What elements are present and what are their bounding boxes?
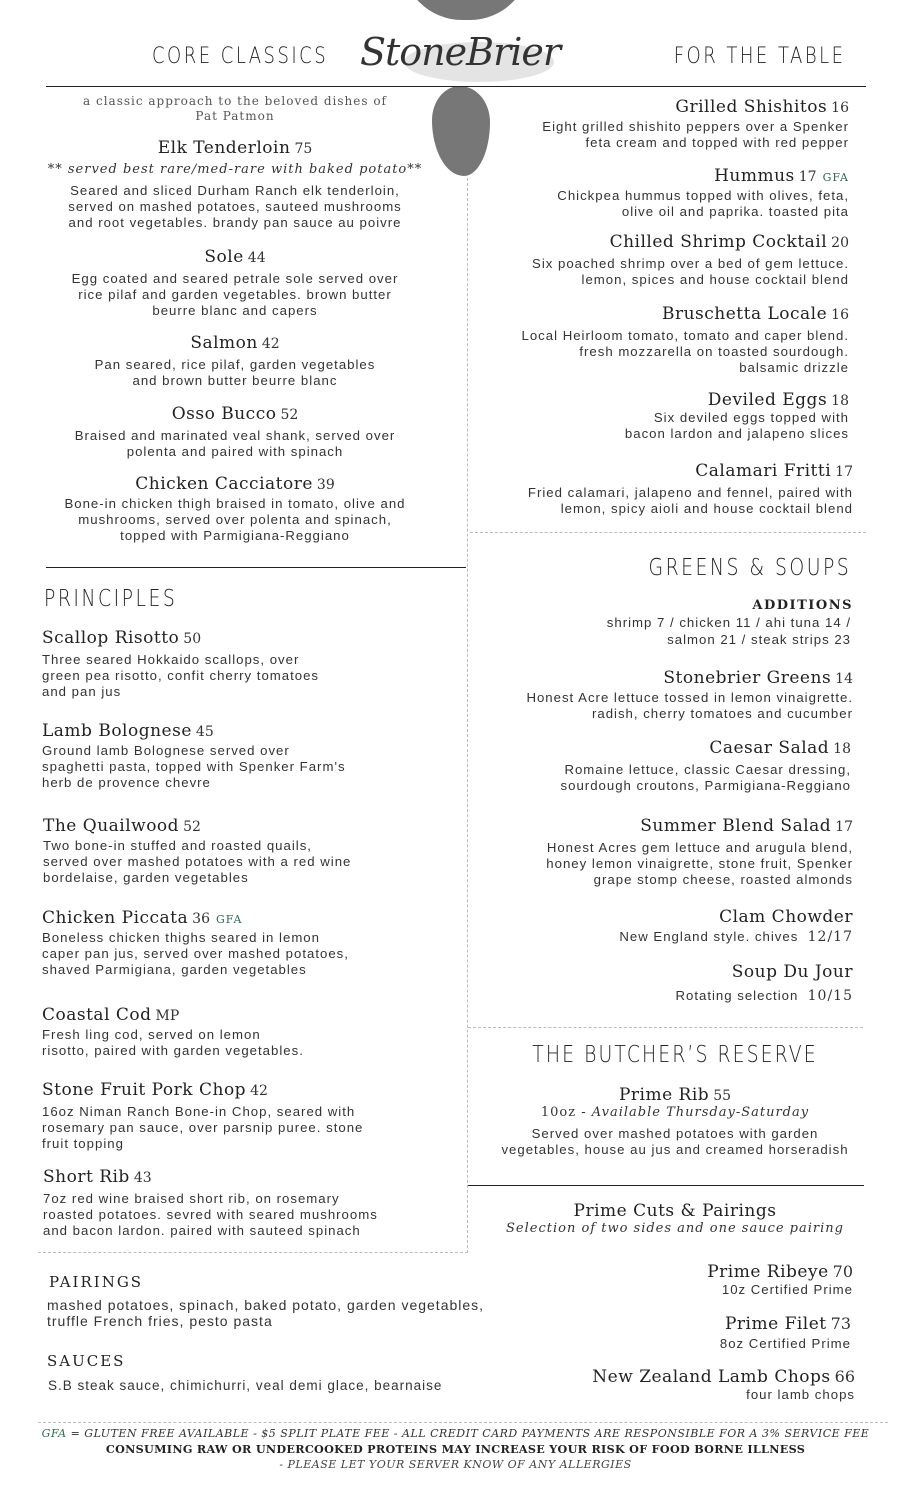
table-divider bbox=[470, 532, 866, 533]
item-price: 43 bbox=[133, 1170, 152, 1186]
item-price: 18 bbox=[831, 393, 849, 409]
footer-line-3: - PLEASE LET YOUR SERVER KNOW OF ANY ALLERGIES bbox=[279, 1458, 632, 1471]
item-description: New England style. chives bbox=[619, 929, 799, 944]
item-description: Two bone-in stuffed and roasted quails, served over mashed potatoes with a red wine bordelaise, garden vegetables bbox=[43, 838, 352, 885]
item-name: Summer Blend Salad bbox=[640, 816, 832, 836]
pairings-text: mashed potatoes, spinach, baked potato, garden vegetables, truffle French fries, pesto pasta bbox=[47, 1297, 485, 1329]
item-name: Osso Bucco bbox=[171, 404, 277, 424]
prime-rib-availability-row: 10oz - Available Thursday-Saturday bbox=[540, 1105, 810, 1120]
item-name: Chicken Cacciatore bbox=[135, 474, 313, 494]
item-name: Bruschetta Locale bbox=[661, 304, 828, 324]
item-price: 73 bbox=[830, 1314, 851, 1333]
item-availability: Available Thursday-Saturday bbox=[591, 1105, 810, 1120]
item-name: Sole bbox=[204, 247, 244, 267]
gfa-label: GFA bbox=[41, 1427, 67, 1440]
item-name: Lamb Bolognese bbox=[42, 721, 192, 741]
item-description: Served over mashed potatoes with garden vegetables, house au jus and creamed horseradish bbox=[501, 1126, 849, 1157]
item-price: 66 bbox=[834, 1367, 855, 1386]
item-description: Local Heirloom tomato, tomato and caper blend. fresh mozzarella on toasted sourdough. balsamic drizzle bbox=[521, 328, 849, 375]
item-description: Bone-in chicken thigh braised in tomato, olive and mushrooms, served over polenta and spinach, topped with Parmigiana-Reggiano bbox=[64, 496, 406, 543]
brand-logo: StoneBrier bbox=[360, 30, 561, 74]
item-name: Calamari Fritti bbox=[695, 461, 832, 481]
menu-item bbox=[451, 1314, 851, 1352]
item-price: 12/17 bbox=[807, 929, 853, 945]
menu-item bbox=[453, 1262, 853, 1298]
menu-item bbox=[42, 721, 462, 791]
item-price: 16 bbox=[831, 307, 849, 323]
item-note: ** served best rare/med-rare with baked potato** bbox=[47, 162, 423, 177]
item-description-row bbox=[453, 988, 853, 1004]
item-description: Honest Acre lettuce tossed in lemon vinaigrette. radish, cherry tomatoes and cucumber bbox=[526, 690, 853, 721]
item-name: Chilled Shrimp Cocktail bbox=[609, 232, 828, 252]
item-price: 44 bbox=[247, 250, 266, 266]
item-price: 36 bbox=[192, 911, 210, 927]
item-name: Grilled Shishitos bbox=[675, 97, 828, 117]
item-price: 14 bbox=[835, 671, 853, 687]
gfa-badge: GFA bbox=[215, 913, 243, 926]
menu-item bbox=[40, 404, 430, 460]
item-description: four lamb chops bbox=[746, 1387, 855, 1402]
item-description: 7oz red wine braised short rib, on rosemary roasted potatoes. sevred with seared mushrooms and bacon lardon. paired with sauteed spinach bbox=[43, 1191, 378, 1238]
menu-item bbox=[43, 816, 463, 886]
item-name: Stonebrier Greens bbox=[663, 668, 832, 688]
menu-item bbox=[40, 138, 430, 231]
menu-item bbox=[43, 1167, 463, 1239]
prime-cuts-subtitle: Selection of two sides and one sauce pairing bbox=[506, 1221, 844, 1236]
footer-line-2: CONSUMING RAW OR UNDERCOOKED PROTEINS MAY INCREASE YOUR RISK OF FOOD BORNE ILLNESS bbox=[105, 1442, 806, 1456]
item-name: Hummus bbox=[714, 166, 795, 186]
item-description: Eight grilled shishito peppers over a Spenker feta cream and topped with red pepper bbox=[542, 119, 849, 150]
item-name: Deviled Eggs bbox=[707, 390, 828, 410]
item-description: Boneless chicken thighs seared in lemon caper pan jus, served over mashed potatoes, shaved Parmigiana, garden vegetables bbox=[42, 930, 349, 977]
additions-title: ADDITIONS bbox=[752, 598, 853, 613]
menu-item bbox=[470, 1085, 880, 1158]
item-name: Clam Chowder bbox=[719, 907, 853, 927]
greens-divider bbox=[468, 1027, 863, 1028]
menu-item bbox=[449, 390, 849, 442]
menu-item bbox=[40, 333, 430, 389]
item-price: 20 bbox=[831, 235, 849, 251]
sauces-text: S.B steak sauce, chimichurri, veal demi glace, bearnaise bbox=[48, 1378, 443, 1393]
menu-item bbox=[453, 962, 853, 1004]
core-classics-title: CORE CLASSICS bbox=[152, 44, 329, 69]
item-price: 17 bbox=[798, 169, 817, 185]
footer-divider bbox=[38, 1422, 888, 1423]
item-price: 75 bbox=[294, 141, 313, 157]
menu-item bbox=[42, 1005, 462, 1059]
menu-item bbox=[453, 816, 853, 888]
reserve-divider bbox=[468, 1185, 864, 1186]
for-the-table-title: FOR THE TABLE bbox=[673, 44, 845, 69]
pairings-title: PAIRINGS bbox=[49, 1273, 144, 1291]
item-description: Romaine lettuce, classic Caesar dressing, sourdough croutons, Parmigiana-Reggiano bbox=[560, 762, 851, 793]
item-price: MP bbox=[155, 1008, 180, 1024]
item-name: Prime Ribeye bbox=[707, 1262, 829, 1282]
greens-soups-title: GREENS & SOUPS bbox=[648, 555, 851, 581]
footer-fees: = GLUTEN FREE AVAILABLE - $5 SPLIT PLATE FEE - ALL CREDIT CARD PAYMENTS ARE RESPONSIBLE FOR A 3% SERVICE FEE bbox=[70, 1427, 870, 1440]
item-price: 10/15 bbox=[807, 988, 853, 1004]
item-price: 70 bbox=[832, 1262, 853, 1281]
menu-item bbox=[40, 247, 430, 319]
additions-text: shrimp 7 / chicken 11 / ahi tuna 14 / salmon 21 / steak strips 23 bbox=[606, 615, 851, 647]
principles-divider bbox=[38, 1252, 468, 1253]
item-price: 55 bbox=[713, 1088, 732, 1104]
gfa-badge: GFA bbox=[822, 171, 849, 184]
menu-item bbox=[453, 461, 853, 517]
item-description: Three seared Hokkaido scallops, over green pea risotto, confit cherry tomatoes and pan jus bbox=[42, 652, 320, 699]
item-description: Pan seared, rice pilaf, garden vegetables and brown butter beurre blanc bbox=[94, 357, 376, 388]
item-price: 17 bbox=[835, 819, 853, 835]
core-classics-intro: a classic approach to the beloved dishes of Pat Patmon bbox=[83, 94, 387, 123]
item-name: Coastal Cod bbox=[42, 1005, 152, 1025]
menu-item bbox=[42, 908, 462, 978]
item-price: 39 bbox=[316, 477, 335, 493]
item-price: 50 bbox=[183, 631, 202, 647]
item-description-row bbox=[453, 929, 853, 945]
item-name: The Quailwood bbox=[43, 816, 180, 836]
item-price: 17 bbox=[835, 464, 853, 480]
item-name: Caesar Salad bbox=[709, 738, 830, 758]
item-description: 10z Certified Prime bbox=[721, 1282, 853, 1297]
butchers-reserve-title: THE BUTCHER’S RESERVE bbox=[532, 1042, 818, 1068]
item-name: Scallop Risotto bbox=[42, 628, 180, 648]
menu-item bbox=[451, 738, 851, 794]
item-description: Fried calamari, jalapeno and fennel, paired with lemon, spicy aioli and house cocktail blend bbox=[527, 485, 853, 516]
item-price: 52 bbox=[183, 819, 201, 835]
item-name: New Zealand Lamb Chops bbox=[592, 1367, 831, 1387]
item-description: Rotating selection bbox=[675, 988, 799, 1003]
menu-item bbox=[453, 907, 853, 945]
item-name: Chicken Piccata bbox=[42, 908, 189, 928]
item-name: Prime Rib bbox=[618, 1085, 710, 1105]
menu-item bbox=[449, 232, 849, 288]
footer-line-1 bbox=[0, 1427, 911, 1440]
menu-item bbox=[449, 97, 849, 151]
item-description: Honest Acres gem lettuce and arugula blend, honey lemon vinaigrette, stone fruit, Spenker grape stomp cheese, roasted almonds bbox=[546, 840, 853, 887]
menu-item bbox=[453, 668, 853, 722]
item-description: Chickpea hummus topped with olives, feta, olive oil and paprika. toasted pita bbox=[557, 188, 849, 219]
sauces-title: SAUCES bbox=[47, 1352, 126, 1370]
item-price: 42 bbox=[261, 336, 280, 352]
stone-top-decoration bbox=[402, 0, 530, 20]
item-price: 42 bbox=[250, 1083, 268, 1099]
item-name: Elk Tenderloin bbox=[157, 138, 291, 158]
menu-item bbox=[40, 474, 430, 544]
menu-item bbox=[455, 1367, 855, 1403]
item-price: 45 bbox=[195, 724, 214, 740]
item-description: 8oz Certified Prime bbox=[719, 1336, 851, 1351]
item-name: Stone Fruit Pork Chop bbox=[42, 1080, 247, 1100]
menu-item bbox=[449, 304, 849, 376]
item-name: Short Rib bbox=[43, 1167, 130, 1187]
item-description: Braised and marinated veal shank, served over polenta and paired with spinach bbox=[74, 428, 396, 459]
item-description: Fresh ling cod, served on lemon risotto, paired with garden vegetables. bbox=[42, 1027, 304, 1058]
prime-cuts-title: Prime Cuts & Pairings bbox=[573, 1201, 777, 1221]
menu-item bbox=[449, 166, 849, 220]
item-description: Ground lamb Bolognese served over spaghetti pasta, topped with Spenker Farm's herb de provence chevre bbox=[42, 743, 346, 790]
item-description: Seared and sliced Durham Ranch elk tenderloin, served on mashed potatoes, sauteed mushrooms and root vegetables. brandy pan sauce au poivre bbox=[68, 183, 402, 230]
item-name: Salmon bbox=[190, 333, 258, 353]
item-description: Six deviled eggs topped with bacon lardon and jalapeno slices bbox=[624, 410, 849, 441]
item-price: 18 bbox=[833, 741, 851, 757]
principles-title: PRINCIPLES bbox=[44, 586, 178, 612]
item-description: 16oz Niman Ranch Bone-in Chop, seared with rosemary pan sauce, over parsnip puree. stone fruit topping bbox=[42, 1104, 364, 1151]
item-name: Soup Du Jour bbox=[731, 962, 853, 982]
menu-item bbox=[42, 1080, 462, 1152]
item-price: 52 bbox=[280, 407, 299, 423]
item-name: Prime Filet bbox=[724, 1314, 827, 1334]
item-price: 16 bbox=[831, 100, 849, 116]
header-divider bbox=[46, 86, 866, 87]
menu-item bbox=[42, 628, 462, 700]
item-description: Six poached shrimp over a bed of gem lettuce. lemon, spices and house cocktail blend bbox=[532, 256, 849, 287]
core-classics-divider bbox=[46, 567, 466, 568]
item-size: 10oz bbox=[540, 1105, 577, 1120]
item-description: Egg coated and seared petrale sole served over rice pilaf and garden vegetables. brown butter beurre blanc and capers bbox=[71, 271, 399, 318]
